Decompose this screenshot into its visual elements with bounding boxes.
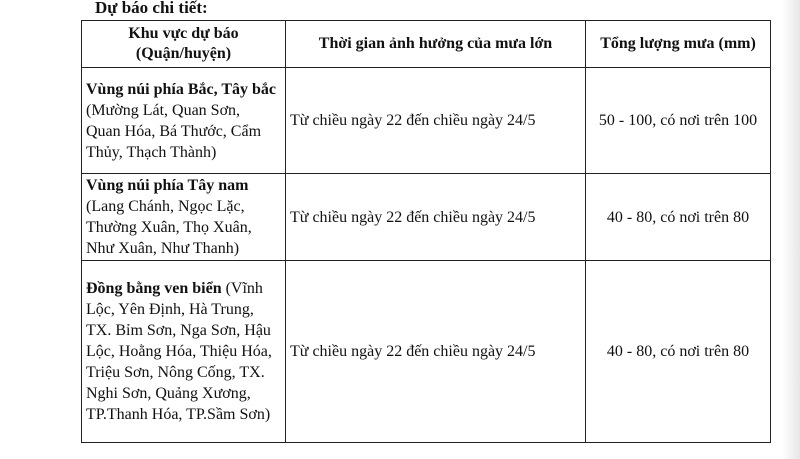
- table-header-row: [82, 21, 771, 68]
- total-cell: 50 - 100, có nơi trên 100: [586, 68, 771, 174]
- total-cell: 40 - 80, có nơi trên 80: [586, 174, 771, 261]
- area-line: Như Xuân, Như Thanh): [86, 240, 240, 257]
- area-line: TP.Thanh Hóa, TP.Sầm Sơn): [86, 406, 271, 423]
- header-time: Thời gian ảnh hưởng của mưa lớn: [286, 21, 586, 68]
- area-line: Triệu Sơn, Nông Cống, TX.: [86, 364, 265, 381]
- area-line: Lộc, Hoằng Hóa, Thiệu Hóa,: [86, 343, 272, 360]
- page-edge-shadow: [782, 0, 800, 459]
- area-cell: [82, 261, 286, 443]
- area-name: Đồng bằng ven biển: [86, 280, 222, 297]
- table-row: [82, 174, 771, 261]
- header-area: [82, 21, 286, 68]
- area-line: (Lang Chánh, Ngọc Lặc,: [86, 198, 245, 215]
- total-cell: 40 - 80, có nơi trên 80: [586, 261, 771, 443]
- area-name: Vùng núi phía Tây nam: [86, 177, 249, 194]
- area-line: TX. Bỉm Sơn, Nga Sơn, Hậu: [86, 322, 271, 339]
- area-cell: [82, 174, 286, 261]
- area-name: Vùng núi phía Bắc, Tây bắc: [86, 80, 276, 98]
- area-cell: [82, 68, 286, 174]
- time-cell: Từ chiều ngày 22 đến chiều ngày 24/5: [286, 174, 586, 261]
- time-cell: Từ chiều ngày 22 đến chiều ngày 24/5: [286, 261, 586, 443]
- header-area-line-1: Khu vực dự báo: [128, 25, 239, 42]
- area-line: Thủy, Thạch Thành): [86, 143, 217, 161]
- time-cell: Từ chiều ngày 22 đến chiều ngày 24/5: [286, 68, 586, 174]
- area-line: Thường Xuân, Thọ Xuân,: [86, 219, 252, 236]
- header-area-line-2: (Quận/huyện): [135, 45, 232, 62]
- area-name-suffix: (Vĩnh: [221, 280, 263, 297]
- area-line: (Mường Lát, Quan Sơn,: [86, 101, 241, 119]
- table-row: [82, 261, 771, 443]
- area-line: Lộc, Yên Định, Hà Trung,: [86, 301, 254, 318]
- forecast-table: [81, 20, 771, 443]
- area-line: Nghi Sơn, Quảng Xương,: [86, 385, 251, 402]
- header-total: Tổng lượng mưa (mm): [586, 21, 771, 68]
- page-title: Dự báo chi tiết:: [95, 0, 208, 17]
- area-line: Quan Hóa, Bá Thước, Cẩm: [86, 122, 262, 140]
- table-row: [82, 68, 771, 174]
